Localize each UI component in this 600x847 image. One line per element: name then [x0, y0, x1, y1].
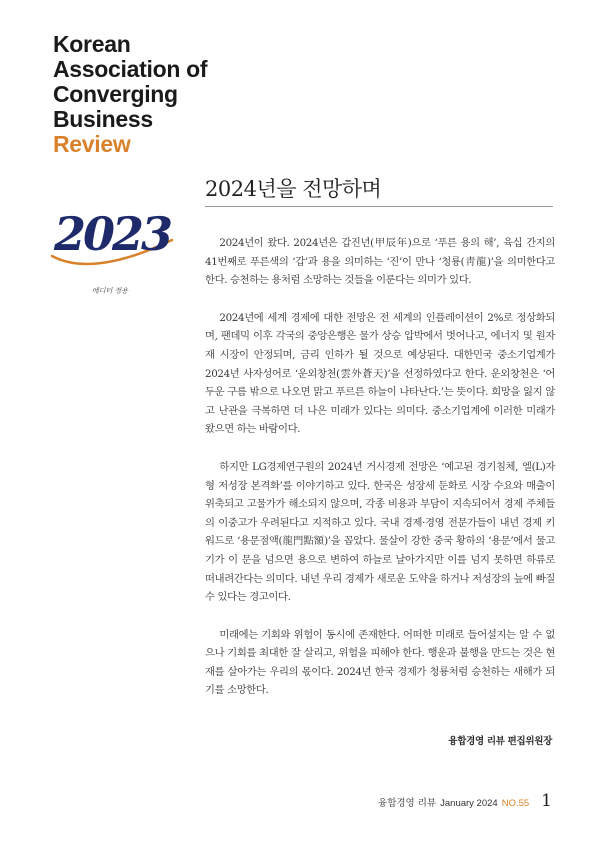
year-2023-logo — [48, 200, 176, 270]
journal-title-line: Association of — [53, 56, 208, 82]
article-paragraph: 2024년이 왔다. 2024년은 갑진년(甲辰年)으로 ‘푸른 용의 해’, 육십 간지의 41번째로 푸른색의 ‘갑’과 용을 의미하는 ‘진’이 만나 ‘청룡(靑龍)’을 의미한다고 한다. 승천하는 용처럼 소망하는 것들을 이룬다는 의미가 있다. — [205, 237, 555, 287]
logo-caption: 에디터 정용 — [92, 287, 129, 295]
logo-text: 2023 — [54, 207, 171, 261]
page-number: 1 — [541, 791, 552, 811]
journal-title-line: Converging — [53, 81, 178, 107]
article-title: 2024년을 전망하며 — [205, 177, 382, 201]
journal-title — [53, 32, 207, 157]
article-paragraph: 미래에는 기회와 위험이 동시에 존재한다. 어떠한 미래로 들어설지는 알 수 없으나 기회를 최대한 잘 살리고, 위험을 피해야 한다. 행운과 불행을 만드는 것은 현재를 살아가는 우리의 몫이다. 2024년 한국 경제가 청룡처럼 승천하는 새해가 되기를 소망한다. — [205, 628, 555, 697]
footer-journal-name: 융합경영 리뷰 — [378, 798, 437, 809]
footer-issue: NO.55 — [501, 798, 530, 809]
journal-title-line: Korean — [53, 31, 131, 57]
journal-title-accent: Review — [53, 131, 131, 157]
article-body — [205, 234, 555, 719]
article-paragraph: 하지만 LG경제연구원의 2024년 거시경제 전망은 ‘예고된 경기침체, 엘(L)자형 저성장 본격화’를 이야기하고 있다. 한국은 성장세 둔화로 시장 수요와 매출이 위축되고 고물가가 해소되지 않으며, 각종 비용과 부담이 지속되어서 경제 주체들의 이중고가 우려된다고 지적하고 있다. 국내 경제·경영 전문가들이 내년 경제 키워드로 ‘용문점액(龍門點額)’을 꼽았다. 물살이 강한 중국 황하의 ‘용문’에서 물고기가 이 문을 넘으면 용으로 변하여 하늘로 날아가지만 이를 넘지 못하면 하류로 떠내려간다는 의미다. 내년 우리 경제가 새로운 도약을 하거나 저성장의 늪에 빠질 수 있다는 경고이다. — [205, 460, 555, 604]
article-paragraph: 2024년에 세계 경제에 대한 전망은 전 세계의 인플레이션이 2%로 정상화되며, 팬데믹 이후 각국의 중앙은행은 물가 상승 압박에서 벗어나고, 에너지 및 원자재 시장이 안정되며, 금리 인하가 될 것으로 예상된다. 대한민국 중소기업계가 2024년 사자성어로 ‘운외창천(雲外蒼天)’을 선정하였다고 한다. 운외창천은 ‘어두운 구름 밖으로 나오면 맑고 푸르른 하늘이 나타난다.’는 뜻이다. 희망을 잃지 않고 난관을 극복하면 더 나은 미래가 있다는 의미다. 중소기업계에 이러한 미래가 왔으면 하는 바람이다. — [205, 311, 555, 436]
page-footer — [378, 791, 552, 811]
author-signature: 융합경영 리뷰 편집위원장 — [448, 736, 552, 747]
title-divider — [205, 206, 553, 207]
journal-title-line: Business — [53, 106, 153, 132]
footer-date: January 2024 — [440, 798, 498, 809]
